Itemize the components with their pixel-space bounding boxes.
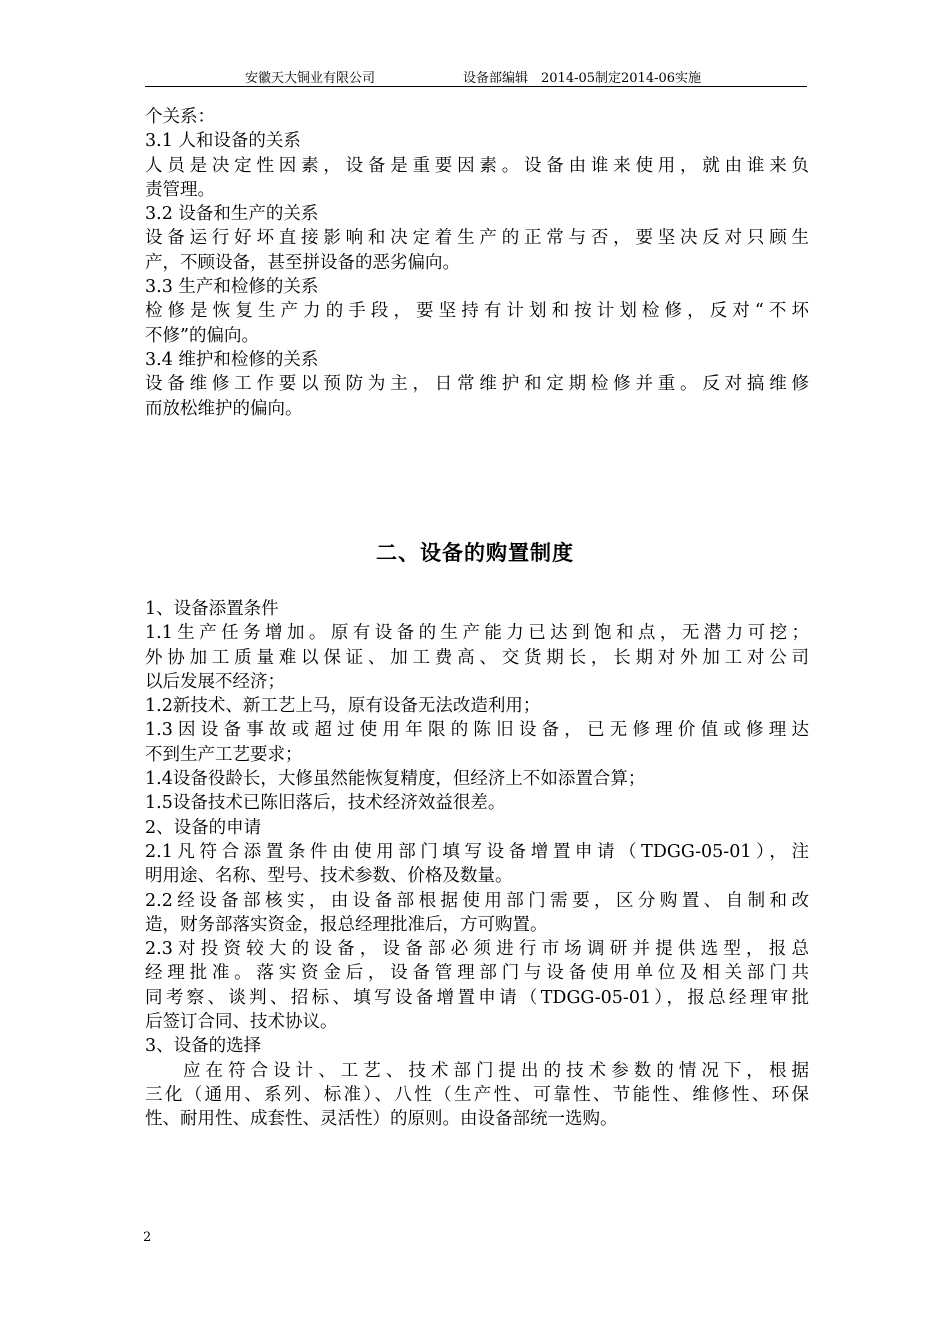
paragraph-line: 产，不顾设备，甚至拼设备的恶劣偏向。 — [145, 252, 460, 273]
paragraph-line: 以后发展不经济； — [145, 671, 285, 692]
subheading-line: 3.1 人和设备的关系 — [145, 131, 301, 152]
paragraph-line: 1.5设备技术已陈旧落后，技术经济效益很差。 — [145, 793, 506, 814]
paragraph-line: 外协加工质量难以保证、加工费高、交货期长，长期对外加工对公司 — [145, 647, 809, 668]
bottom-text-block — [145, 597, 809, 1132]
paragraph-line: 不到生产工艺要求； — [145, 744, 303, 765]
paragraph-line: 而放松维护的偏向。 — [145, 398, 303, 419]
paragraph-line: 造，财务部落实资金，报总经理批准后，方可购置。 — [145, 914, 548, 935]
paragraph-line: 个关系： — [145, 107, 215, 127]
paragraph-line: 明用途、名称、型号、技术参数、价格及数量。 — [145, 866, 513, 887]
top-text-block — [145, 105, 809, 421]
paragraph-line: 应在符合设计、工艺、技术部门提出的技术参数的情况下，根据 — [183, 1060, 809, 1081]
paragraph-line: 不修”的偏向。 — [145, 325, 259, 346]
paragraph-line: 设备维修工作要以预防为主，日常维护和定期检修并重。反对搞维修 — [145, 374, 809, 395]
paragraph-line: 责管理。 — [145, 179, 215, 200]
paragraph-line: 同考察、谈判、招标、填写设备增置申请（TDGG-05-01），报总经理审批 — [145, 987, 809, 1008]
subheading-line: 3.3 生产和检修的关系 — [145, 277, 319, 298]
paragraph-line: 性、耐用性、成套性、灵活性）的原则。由设备部统一选购。 — [145, 1109, 618, 1130]
header-edition-info: 设备部编辑 2014-05制定2014-06实施 — [463, 71, 702, 86]
paragraph-line: 2.3对投资较大的设备，设备部必须进行市场调研并提供选型，报总 — [145, 939, 809, 960]
page-number: 2 — [143, 1230, 152, 1245]
subheading-line: 3.2 设备和生产的关系 — [145, 204, 319, 225]
paragraph-line: 1.2新技术、新工艺上马，原有设备无法改造利用； — [145, 696, 541, 717]
paragraph-line: 检修是恢复生产力的手段，要坚持有计划和按计划检修，反对“不坏 — [145, 301, 809, 322]
paragraph-line: 1.3因设备事故或超过使用年限的陈旧设备，已无修理价值或修理达 — [145, 720, 809, 741]
paragraph-line: 经理批准。落实资金后，设备管理部门与设备使用单位及相关部门共 — [145, 963, 809, 984]
section-title: 二、设备的购置制度 — [376, 541, 574, 565]
subheading-line: 3.4 维护和检修的关系 — [145, 349, 319, 370]
subheading-line: 1、设备添置条件 — [145, 599, 279, 619]
paragraph-line: 1.1生产任务增加。原有设备的生产能力已达到饱和点，无潜力可挖； — [145, 623, 809, 644]
page-header — [145, 66, 807, 87]
subheading-line: 3、设备的选择 — [145, 1036, 262, 1057]
header-company: 安徽天大铜业有限公司 — [245, 71, 376, 86]
subheading-line: 2、设备的申请 — [145, 817, 262, 838]
paragraph-line: 1.4设备役龄长，大修虽然能恢复精度，但经济上不如添置合算； — [145, 769, 646, 790]
paragraph-line: 三化（通用、系列、标准）、八性（生产性、可靠性、节能性、维修性、环保 — [145, 1084, 809, 1105]
paragraph-line: 2.1凡符合添置条件由使用部门填写设备增置申请（TDGG-05-01），注 — [145, 841, 809, 862]
paragraph-line: 2.2经设备部核实，由设备部根据使用部门需要，区分购置、自制和改 — [145, 890, 809, 911]
paragraph-line: 人员是决定性因素，设备是重要因素。设备由谁来使用，就由谁来负 — [145, 155, 809, 176]
paragraph-line: 后签订合同、技术协议。 — [145, 1012, 338, 1033]
paragraph-line: 设备运行好坏直接影响和决定着生产的正常与否，要坚决反对只顾生 — [145, 228, 809, 249]
